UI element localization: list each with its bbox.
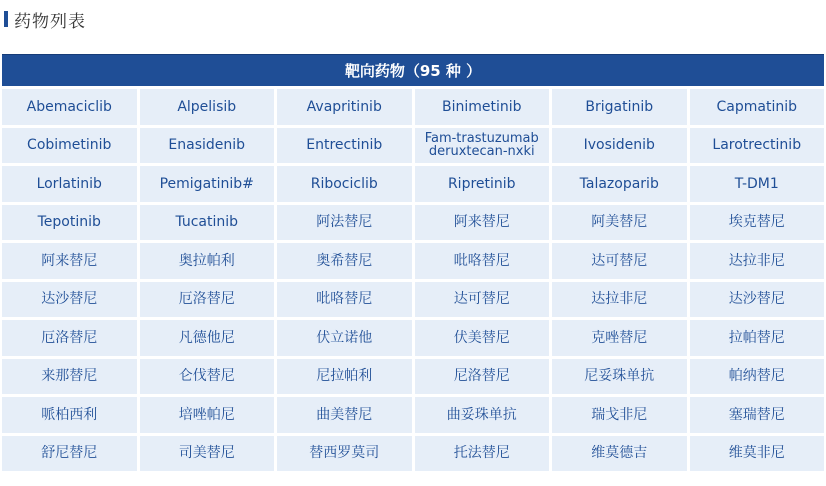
drug-cell: Talazoparib [552, 166, 687, 202]
drug-cell: 曲美替尼 [277, 397, 412, 433]
drug-cell: 瑞戈非尼 [552, 397, 687, 433]
drug-cell: Entrectinib [277, 128, 412, 164]
drug-cell: Larotrectinib [690, 128, 825, 164]
drug-cell: Fam-trastuzumab deruxtecan-nxki [415, 128, 550, 164]
drug-grid [2, 89, 824, 471]
drug-cell: 曲妥珠单抗 [415, 397, 550, 433]
drug-cell: Abemaciclib [2, 89, 137, 125]
drug-cell: Ribociclib [277, 166, 412, 202]
drug-cell: 尼拉帕利 [277, 359, 412, 395]
drug-cell: Binimetinib [415, 89, 550, 125]
table-header: 靶向药物（95 种 ） [2, 54, 824, 86]
drug-cell: 伏美替尼 [415, 320, 550, 356]
section-title: 药物列表 [14, 11, 86, 32]
drug-cell: Capmatinib [690, 89, 825, 125]
section-header [4, 8, 86, 30]
drug-cell: Brigatinib [552, 89, 687, 125]
drug-cell: 达可替尼 [415, 282, 550, 318]
drug-cell: 阿法替尼 [277, 205, 412, 241]
drug-cell: Avapritinib [277, 89, 412, 125]
drug-cell: 达拉非尼 [552, 282, 687, 318]
drug-cell: 阿来替尼 [2, 243, 137, 279]
drug-cell: T-DM1 [690, 166, 825, 202]
drug-cell: 克唑替尼 [552, 320, 687, 356]
drug-cell: 凡德他尼 [140, 320, 275, 356]
drug-cell: 培唑帕尼 [140, 397, 275, 433]
drug-cell: 维莫德吉 [552, 436, 687, 472]
drug-cell: 帕纳替尼 [690, 359, 825, 395]
drug-cell: 阿来替尼 [415, 205, 550, 241]
drug-cell: Enasidenib [140, 128, 275, 164]
drug-cell: 阿美替尼 [552, 205, 687, 241]
drug-cell: 吡咯替尼 [277, 282, 412, 318]
drug-cell: 司美替尼 [140, 436, 275, 472]
drug-cell: 厄洛替尼 [140, 282, 275, 318]
drug-cell: 哌柏西利 [2, 397, 137, 433]
drug-cell: 达可替尼 [552, 243, 687, 279]
drug-cell: 拉帕替尼 [690, 320, 825, 356]
drug-cell: 尼妥珠单抗 [552, 359, 687, 395]
drug-cell: 达拉非尼 [690, 243, 825, 279]
drug-cell: Alpelisib [140, 89, 275, 125]
drug-cell: 奥希替尼 [277, 243, 412, 279]
drug-cell: 埃克替尼 [690, 205, 825, 241]
drug-cell: Ivosidenib [552, 128, 687, 164]
drug-cell: 托法替尼 [415, 436, 550, 472]
drug-table [2, 54, 824, 471]
drug-cell: Pemigatinib# [140, 166, 275, 202]
drug-cell: 厄洛替尼 [2, 320, 137, 356]
drug-cell: 来那替尼 [2, 359, 137, 395]
drug-cell: 奥拉帕利 [140, 243, 275, 279]
drug-cell: 仑伐替尼 [140, 359, 275, 395]
drug-cell: Tucatinib [140, 205, 275, 241]
drug-cell: 达沙替尼 [690, 282, 825, 318]
drug-cell: 达沙替尼 [2, 282, 137, 318]
section-marker-bar [4, 11, 8, 27]
drug-cell: 吡咯替尼 [415, 243, 550, 279]
drug-cell: 替西罗莫司 [277, 436, 412, 472]
drug-cell: 维莫非尼 [690, 436, 825, 472]
drug-cell: 伏立诺他 [277, 320, 412, 356]
drug-cell: Lorlatinib [2, 166, 137, 202]
drug-cell: 尼洛替尼 [415, 359, 550, 395]
drug-cell: 舒尼替尼 [2, 436, 137, 472]
drug-cell: Ripretinib [415, 166, 550, 202]
drug-cell: 塞瑞替尼 [690, 397, 825, 433]
drug-cell: Tepotinib [2, 205, 137, 241]
drug-cell: Cobimetinib [2, 128, 137, 164]
